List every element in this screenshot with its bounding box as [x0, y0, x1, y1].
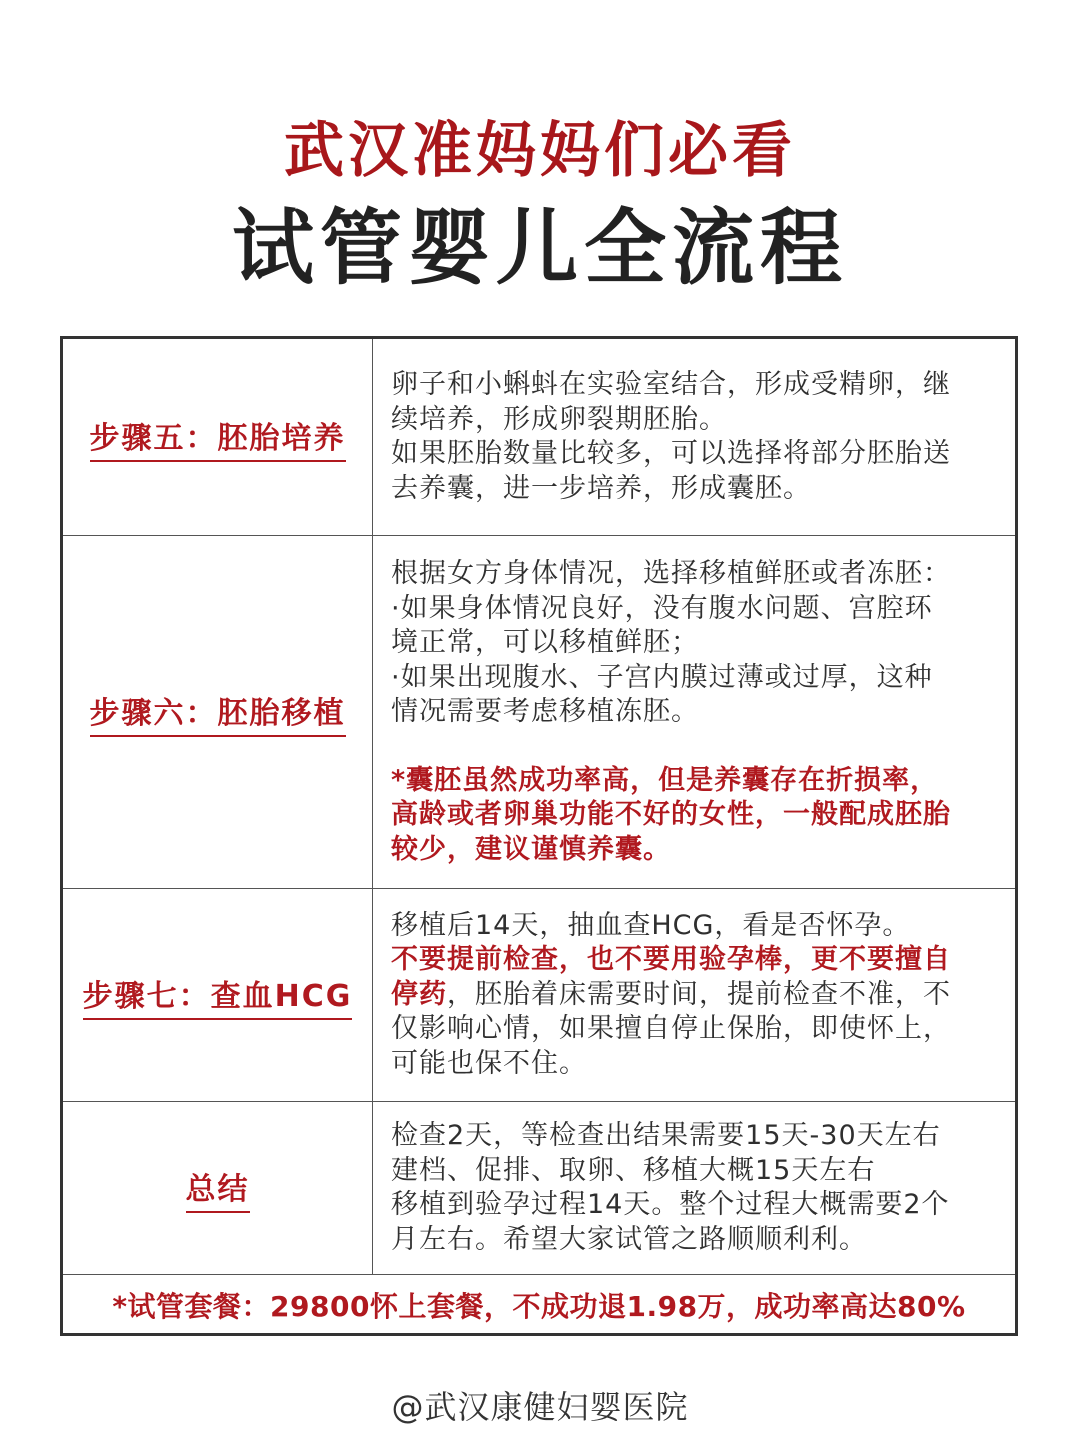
- step5-label: 步骤五：胚胎培养: [90, 413, 346, 462]
- step5-line: 去养囊，进一步培养，形成囊胚。: [391, 472, 811, 504]
- hospital-credit: @武汉康健妇婴医院: [391, 1388, 689, 1426]
- page-title: 试管婴儿全流程: [231, 201, 848, 296]
- step7-line-rest: ，胚胎着床需要时间，提前检查不准，不: [447, 978, 951, 1010]
- step6-label-cell: [63, 536, 373, 888]
- spacer: [391, 730, 1003, 764]
- step6-label: 步骤六：胚胎移植: [90, 688, 346, 737]
- step5-line: 续培养，形成卵裂期胚胎。: [391, 403, 727, 435]
- package-note: *试管套餐：29800怀上套餐，不成功退1.98万，成功率高达80%: [112, 1290, 966, 1323]
- table-row-step5: [63, 339, 1015, 536]
- step5-content: [391, 339, 1003, 535]
- step6-content: [391, 536, 1003, 888]
- step6-note-line: *囊胚虽然成功率高，但是养囊存在折损率，: [391, 764, 939, 796]
- table-row-step6: [63, 536, 1015, 889]
- step7-warning-line: 不要提前检查，也不要用验孕棒，更不要擅自: [391, 944, 951, 976]
- step7-line: 可能也保不住。: [391, 1047, 587, 1079]
- step6-line: ·如果身体情况良好，没有腹水问题、宫腔环: [391, 592, 933, 624]
- summary-line: 月左右。希望大家试管之路顺顺利利。: [391, 1223, 867, 1255]
- step7-label-cell: [63, 889, 373, 1101]
- step7-line: 仅影响心情，如果擅自停止保胎，即使怀上，: [391, 1013, 951, 1045]
- step6-line: 情况需要考虑移植冻胚。: [391, 696, 699, 727]
- step6-line: 根据女方身体情况，选择移植鲜胚或者冻胚：: [391, 558, 951, 589]
- summary-label: 总结: [186, 1164, 250, 1213]
- summary-line: 检查2天，等检查出结果需要15天-30天左右: [391, 1120, 941, 1151]
- table-row-step7: [63, 889, 1015, 1102]
- summary-line: 建档、促排、取卵、移植大概15天左右: [391, 1154, 876, 1186]
- process-table: [60, 336, 1018, 1336]
- table-row-summary: [63, 1102, 1015, 1275]
- summary-content: [391, 1102, 1003, 1274]
- summary-line: 移植到验孕过程14天。整个过程大概需要2个: [391, 1189, 950, 1220]
- step6-line: ·如果出现腹水、子宫内膜过薄或过厚，这种: [391, 661, 933, 693]
- step5-line: 卵子和小蝌蚪在实验室结合，形成受精卵，继: [391, 369, 951, 400]
- step5-line: 如果胚胎数量比较多，可以选择将部分胚胎送: [391, 438, 951, 469]
- page-subtitle: 武汉准妈妈们必看: [284, 116, 796, 186]
- step7-warning-fragment: 停药: [391, 978, 447, 1010]
- step5-label-cell: [63, 339, 373, 535]
- step7-label: 步骤七：查血HCG: [83, 971, 353, 1020]
- step6-note-line: 较少，建议谨慎养囊。: [391, 833, 671, 865]
- step7-content: [391, 889, 1003, 1101]
- step6-line: 境正常，可以移植鲜胚；: [391, 627, 699, 658]
- step7-line: [391, 978, 1003, 1013]
- summary-label-cell: [63, 1102, 373, 1274]
- step6-note-line: 高龄或者卵巢功能不好的女性，一般配成胚胎: [391, 799, 951, 830]
- step7-line: 移植后14天，抽血查HCG，看是否怀孕。: [391, 909, 911, 941]
